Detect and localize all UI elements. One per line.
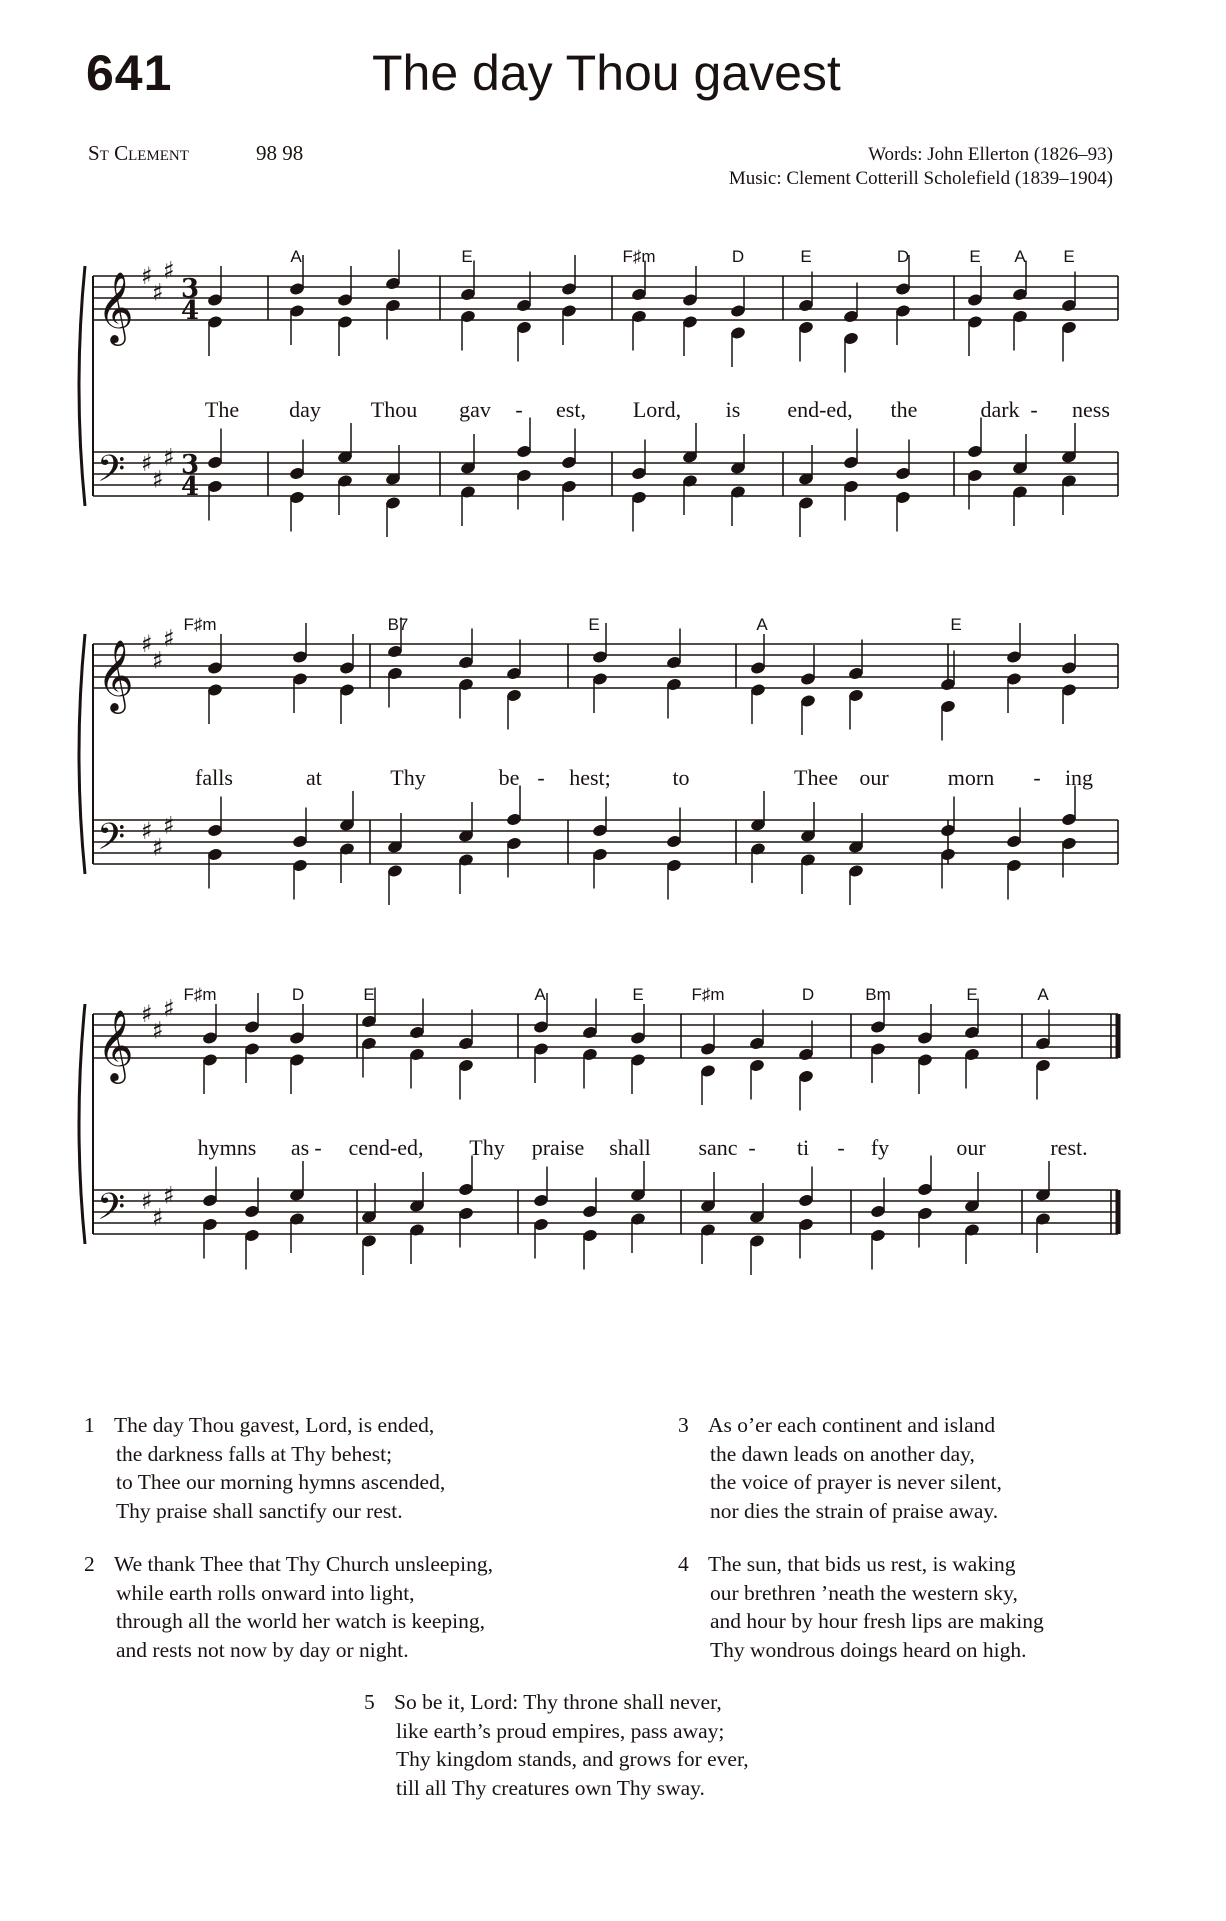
- sharp-icon: ♯: [141, 1187, 153, 1215]
- lyric-syllable: the: [890, 397, 918, 422]
- lyric-syllable: rest.: [1050, 1135, 1088, 1160]
- verse-line: So be it, Lord: Thy throne shall never,: [394, 1690, 722, 1714]
- verse-line: We thank Thee that Thy Church unsleeping,: [114, 1552, 494, 1576]
- time-signature-bottom: 4: [181, 472, 200, 502]
- verse-4: [678, 1550, 1044, 1664]
- treble-clef-icon: 𝄞: [97, 638, 134, 711]
- lyric-syllable: Thy: [390, 765, 426, 790]
- lyric-syllable: our: [859, 765, 889, 790]
- sharp-icon: ♯: [141, 817, 153, 845]
- bass-clef-icon: 𝄢: [97, 1186, 126, 1237]
- verse-line: like earth’s proud empires, pass away;: [396, 1718, 725, 1743]
- lyric-syllable: -: [515, 397, 523, 422]
- time-signature-top: 3: [181, 450, 200, 480]
- chord-symbol: E: [461, 247, 473, 266]
- chord-symbol: E: [969, 247, 981, 266]
- sharp-icon: ♯: [152, 465, 164, 494]
- chord-symbol: D: [801, 985, 815, 1004]
- sharp-icon: ♯: [152, 646, 164, 675]
- lyric-syllable: hymns: [197, 1135, 257, 1160]
- chord-symbol: E: [588, 615, 600, 634]
- hymn-number: 641: [86, 45, 173, 101]
- lyric-syllable: fy: [870, 1135, 890, 1160]
- chord-symbol: A: [534, 985, 546, 1004]
- verse-number: 1: [84, 1413, 95, 1437]
- chord-symbol: F♯m: [183, 615, 217, 634]
- chord-symbol: D: [731, 247, 745, 266]
- sharp-icon: ♯: [163, 994, 175, 1023]
- sharp-icon: ♯: [163, 811, 175, 840]
- bass-clef-icon: 𝄢: [97, 448, 126, 499]
- chord-symbol: E: [363, 985, 375, 1004]
- lyric-syllable: The: [204, 397, 240, 422]
- chord-symbol: F♯m: [183, 985, 217, 1004]
- treble-clef-icon: 𝄞: [97, 270, 134, 343]
- lyric-syllable: Thee: [794, 765, 838, 790]
- chord-symbol: F♯m: [691, 985, 725, 1004]
- chord-symbol: A: [1037, 985, 1049, 1004]
- verse-number: 2: [84, 1552, 95, 1576]
- words-credit: Words: John Ellerton (1826–93): [868, 144, 1113, 165]
- chord-symbol: E: [966, 985, 978, 1004]
- sharp-icon: ♯: [152, 1203, 164, 1232]
- music-credit: Music: Clement Cotterill Scholefield (1839–1904): [728, 168, 1113, 189]
- system-bracket: [79, 266, 85, 506]
- lyric-syllable: ti: [796, 1135, 810, 1160]
- chord-symbol: A: [290, 247, 302, 266]
- sharp-icon: ♯: [141, 449, 153, 477]
- treble-clef-icon: 𝄞: [97, 1008, 134, 1081]
- verse-line: Thy wondrous doings heard on high.: [710, 1637, 1027, 1662]
- lyric-syllable: praise: [531, 1135, 585, 1160]
- lyric-syllable: ing: [1064, 765, 1094, 790]
- verse-line: to Thee our morning hymns ascended,: [116, 1470, 446, 1494]
- lyric-syllable: gav: [459, 397, 491, 422]
- lyric-syllable: cend-ed,: [348, 1135, 424, 1160]
- chord-symbol: E: [950, 615, 962, 634]
- lyric-syllable: sanc: [698, 1135, 738, 1160]
- chord-symbol: B7: [387, 615, 409, 634]
- verse-number: 3: [678, 1413, 689, 1437]
- verse-line: while earth rolls onward into light,: [116, 1580, 415, 1605]
- verse-line: the dawn leads on another day,: [710, 1441, 975, 1466]
- lyric-syllable: shall: [609, 1135, 651, 1160]
- chord-symbol: D: [291, 985, 305, 1004]
- verse-line: till all Thy creatures own Thy sway.: [396, 1775, 705, 1800]
- lyric-syllable: hest;: [569, 765, 611, 790]
- sharp-icon: ♯: [141, 1000, 153, 1028]
- hymn-title: The day Thou gavest: [372, 45, 841, 101]
- verse-line: The sun, that bids us rest, is waking: [708, 1552, 1016, 1576]
- chord-symbol: A: [1014, 247, 1026, 266]
- verse-line: and hour by hour fresh lips are making: [710, 1609, 1044, 1633]
- system-bracket: [79, 1004, 85, 1244]
- lyric-syllable: Thou: [370, 397, 418, 422]
- lyric-syllable: at: [306, 765, 322, 790]
- sharp-icon: ♯: [152, 278, 164, 307]
- verse-line: the darkness falls at Thy behest;: [116, 1441, 393, 1466]
- verse-line: nor dies the strain of praise away.: [710, 1498, 999, 1523]
- chord-symbol: E: [1063, 247, 1075, 266]
- verse-line: our brethren ’neath the western sky,: [710, 1580, 1018, 1605]
- lyric-syllable: morn: [947, 765, 995, 790]
- chord-symbol: Bm: [865, 985, 891, 1004]
- verse-2: [84, 1550, 494, 1664]
- system-bracket: [79, 634, 85, 874]
- verse-number: 4: [678, 1552, 689, 1576]
- lyric-syllable: -: [314, 1135, 322, 1160]
- lyric-syllable: to: [672, 765, 690, 790]
- sharp-icon: ♯: [163, 443, 175, 472]
- verse-line: the voice of prayer is never silent,: [710, 1470, 1002, 1494]
- lyric-syllable: be: [498, 765, 520, 790]
- lyric-syllable: as: [290, 1135, 310, 1160]
- sharp-icon: ♯: [141, 262, 153, 290]
- lyric-syllable: falls: [195, 765, 233, 790]
- lyric-syllable: -: [1030, 397, 1038, 422]
- lyric-syllable: est,: [556, 397, 586, 422]
- lyric-syllable: Thy: [469, 1135, 505, 1160]
- lyric-syllable: end-ed,: [787, 397, 853, 422]
- lyric-syllable: day: [289, 397, 321, 422]
- time-signature-top: 3: [181, 274, 200, 304]
- lyric-syllable: -: [748, 1135, 756, 1160]
- sharp-icon: ♯: [163, 256, 175, 285]
- verse-line: The day Thou gavest, Lord, is ended,: [114, 1413, 435, 1437]
- sharp-icon: ♯: [152, 1016, 164, 1045]
- chord-symbol: D: [896, 247, 910, 266]
- chord-symbol: F♯m: [622, 247, 656, 266]
- lyric-syllable: -: [1033, 765, 1041, 790]
- verse-line: Thy praise shall sanctify our rest.: [116, 1498, 403, 1523]
- lyric-syllable: is: [725, 397, 741, 422]
- verse-line: through all the world her watch is keeping,: [116, 1609, 485, 1633]
- tune-name: St Clement: [88, 141, 189, 165]
- sharp-icon: ♯: [141, 630, 153, 658]
- chord-symbol: A: [756, 615, 768, 634]
- chord-symbol: E: [632, 985, 644, 1004]
- verse-1: [84, 1411, 446, 1525]
- bass-clef-icon: 𝄢: [97, 816, 126, 867]
- verse-line: As o’er each continent and island: [708, 1413, 996, 1437]
- sharp-icon: ♯: [152, 833, 164, 862]
- verse-line: and rests not now by day or night.: [116, 1637, 409, 1662]
- verse-5: [364, 1688, 749, 1802]
- chord-symbol: E: [800, 247, 812, 266]
- verse-number: 5: [364, 1690, 375, 1714]
- sharp-icon: ♯: [163, 624, 175, 653]
- tune-meter: 98 98: [256, 141, 304, 165]
- lyric-syllable: our: [956, 1135, 986, 1160]
- verse-3: [678, 1411, 1002, 1525]
- lyric-syllable: Lord,: [632, 397, 682, 422]
- sharp-icon: ♯: [163, 1181, 175, 1210]
- time-signature-bottom: 4: [181, 296, 200, 326]
- verse-line: Thy kingdom stands, and grows for ever,: [396, 1747, 749, 1771]
- lyric-syllable: -: [537, 765, 545, 790]
- lyric-syllable: ness: [1072, 397, 1110, 422]
- lyric-syllable: dark: [980, 397, 1020, 422]
- lyric-syllable: -: [837, 1135, 845, 1160]
